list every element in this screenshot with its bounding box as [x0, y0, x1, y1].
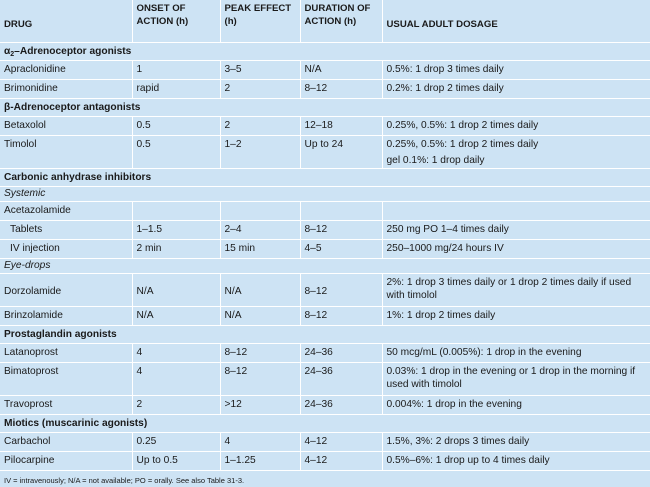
table-row: [0, 344, 650, 363]
drug-name: Dorzolamide: [0, 274, 132, 307]
onset-value: N/A: [132, 307, 220, 326]
table-row: [0, 80, 650, 99]
header-row: [0, 0, 650, 43]
section-title: Miotics (muscarinic agonists): [0, 415, 650, 433]
table-row: [0, 117, 650, 136]
duration-value: 4–12: [300, 452, 382, 471]
onset-value: 1: [132, 61, 220, 80]
peak-value: 1–2: [220, 136, 300, 169]
dosage-value: 0.03%: 1 drop in the evening or 1 drop in the morning if used with timolol: [382, 363, 650, 396]
dosage-value: 250–1000 mg/24 hours IV: [382, 240, 650, 259]
onset-value: 0.25: [132, 433, 220, 452]
section-cai: [0, 169, 650, 187]
drug-name: Apraclonidine: [0, 61, 132, 80]
footnote: IV = intravenously; N/A = not available; PO = orally. See also Table 31-3.: [0, 471, 650, 487]
duration-value: N/A: [300, 61, 382, 80]
duration-value: 8–12: [300, 307, 382, 326]
peak-value: 2: [220, 117, 300, 136]
table-row: [0, 274, 650, 307]
drug-name: Bimatoprost: [0, 363, 132, 396]
empty-cell: [132, 202, 220, 221]
onset-value: 1–1.5: [132, 221, 220, 240]
section-prostaglandin: [0, 326, 650, 344]
table-row: [0, 240, 650, 259]
empty-cell: [382, 202, 650, 221]
peak-value: N/A: [220, 274, 300, 307]
peak-value: 4: [220, 433, 300, 452]
dosage-line: 0.25%, 0.5%: 1 drop 2 times daily: [387, 138, 647, 151]
duration-value: Up to 24: [300, 136, 382, 169]
drug-name: Timolol: [0, 136, 132, 169]
onset-value: 2: [132, 396, 220, 415]
dosage-value: 0.2%: 1 drop 2 times daily: [382, 80, 650, 99]
section-title: Prostaglandin agonists: [0, 326, 650, 344]
duration-value: 8–12: [300, 274, 382, 307]
section-beta: [0, 99, 650, 117]
duration-value: 4–5: [300, 240, 382, 259]
header-peak: PEAK EFFECT (h): [220, 0, 300, 43]
subsection-title: Systemic: [0, 187, 650, 202]
table-row: [0, 433, 650, 452]
subsection-title: Eye-drops: [0, 259, 650, 274]
header-onset: ONSET OF ACTION (h): [132, 0, 220, 43]
drug-name: Brimonidine: [0, 80, 132, 99]
onset-value: 0.5: [132, 117, 220, 136]
subsection-systemic: [0, 187, 650, 202]
peak-value: N/A: [220, 307, 300, 326]
dosage-value: 0.25%, 0.5%: 1 drop 2 times daily: [382, 117, 650, 136]
peak-value: 2: [220, 80, 300, 99]
drug-name: Latanoprost: [0, 344, 132, 363]
dosage-value: 0.004%: 1 drop in the evening: [382, 396, 650, 415]
drug-name: Travoprost: [0, 396, 132, 415]
dosage-value: 0.5%–6%: 1 drop up to 4 times daily: [382, 452, 650, 471]
duration-value: 4–12: [300, 433, 382, 452]
onset-value: 4: [132, 363, 220, 396]
subsection-eyedrops: [0, 259, 650, 274]
drug-name: IV injection: [0, 240, 132, 259]
footnote-row: [0, 471, 650, 487]
drug-name: Acetazolamide: [0, 202, 132, 221]
table-row: [0, 307, 650, 326]
dosage-value: 0.5%: 1 drop 3 times daily: [382, 61, 650, 80]
peak-value: 3–5: [220, 61, 300, 80]
drug-name: Pilocarpine: [0, 452, 132, 471]
onset-value: rapid: [132, 80, 220, 99]
peak-value: 2–4: [220, 221, 300, 240]
header-dosage: USUAL ADULT DOSAGE: [382, 0, 650, 43]
onset-value: 4: [132, 344, 220, 363]
header-duration: DURATION OF ACTION (h): [300, 0, 382, 43]
empty-cell: [300, 202, 382, 221]
duration-value: 8–12: [300, 80, 382, 99]
table-row: [0, 136, 650, 169]
table-row: [0, 452, 650, 471]
dosage-value: 50 mcg/mL (0.005%): 1 drop in the evening: [382, 344, 650, 363]
duration-value: 8–12: [300, 221, 382, 240]
table-row: [0, 61, 650, 80]
peak-value: 15 min: [220, 240, 300, 259]
section-title: $\alpha_2$–Adrenoceptor agonists: [0, 43, 650, 61]
onset-value: Up to 0.5: [132, 452, 220, 471]
section-title: Carbonic anhydrase inhibitors: [0, 169, 650, 187]
table-row: [0, 221, 650, 240]
duration-value: 24–36: [300, 396, 382, 415]
onset-value: N/A: [132, 274, 220, 307]
drug-name: Betaxolol: [0, 117, 132, 136]
drug-name: Carbachol: [0, 433, 132, 452]
header-drug: DRUG: [0, 0, 132, 43]
section-title: β-Adrenoceptor antagonists: [0, 99, 650, 117]
onset-value: 0.5: [132, 136, 220, 169]
dosage-value: [382, 136, 650, 169]
dosage-line: gel 0.1%: 1 drop daily: [387, 154, 647, 167]
dosage-value: 1%: 1 drop 2 times daily: [382, 307, 650, 326]
empty-cell: [220, 202, 300, 221]
table-row: [0, 202, 650, 221]
duration-value: 12–18: [300, 117, 382, 136]
duration-value: 24–36: [300, 344, 382, 363]
peak-value: 8–12: [220, 363, 300, 396]
section-miotics: [0, 415, 650, 433]
dosage-value: 2%: 1 drop 3 times daily or 1 drop 2 times daily if used with timolol: [382, 274, 650, 307]
section-alpha2: [0, 43, 650, 61]
peak-value: 1–1.25: [220, 452, 300, 471]
peak-value: >12: [220, 396, 300, 415]
peak-value: 8–12: [220, 344, 300, 363]
drug-name: Brinzolamide: [0, 307, 132, 326]
dosage-value: 1.5%, 3%: 2 drops 3 times daily: [382, 433, 650, 452]
dosage-value: 250 mg PO 1–4 times daily: [382, 221, 650, 240]
table-row: [0, 363, 650, 396]
drug-name: Tablets: [0, 221, 132, 240]
table-row: [0, 396, 650, 415]
duration-value: 24–36: [300, 363, 382, 396]
onset-value: 2 min: [132, 240, 220, 259]
